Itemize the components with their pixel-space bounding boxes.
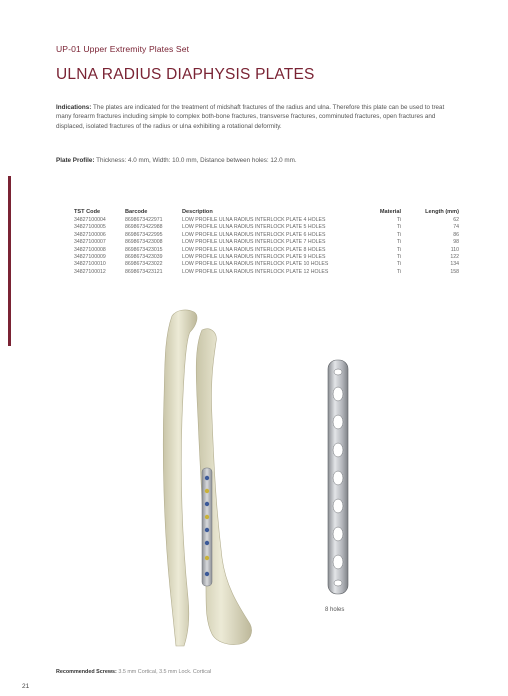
indications-text: The plates are indicated for the treatment of midshaft fractures of the radius and ulna. Therefore this plate can be used to treat many forearm fractures including simple to complex both-bone fractures, transverse fractures, comminuted fractures, open fractures and displaced, isolated fractures of the radius or ulna exhibiting a rotational deformity. <box>56 104 445 130</box>
indications-label: Indications: <box>56 104 92 111</box>
table-cell: 34827100007 <box>74 239 106 246</box>
sidebar-accent-bar <box>8 176 11 346</box>
table-cell: 8698673422988 <box>125 224 163 231</box>
ulna-bone <box>163 310 197 646</box>
table-cell: 8698673423039 <box>125 254 163 261</box>
table-cell: 8698673422995 <box>125 231 163 238</box>
table-cell: 34827100006 <box>74 231 106 238</box>
screws-text: 3.5 mm Cortical, 3.5 mm Lock. Cortical <box>118 669 212 675</box>
table-cell: LOW PROFILE ULNA RADIUS INTERLOCK PLATE 12 HOLES <box>182 268 329 275</box>
table-cell: Ti <box>396 231 401 238</box>
table-cell: LOW PROFILE ULNA RADIUS INTERLOCK PLATE 4 HOLES <box>182 217 326 223</box>
page-number: 21 <box>22 683 30 690</box>
table-cell: 34827100009 <box>74 254 106 261</box>
table-cell: 74 <box>453 224 459 231</box>
table-cell: Ti <box>396 217 401 223</box>
indications-paragraph <box>56 103 456 131</box>
forearm-bones-illustration <box>150 308 260 650</box>
table-cell: Ti <box>396 261 401 268</box>
table-cell: 8698673423022 <box>125 261 163 268</box>
table-cell: 122 <box>450 254 459 261</box>
table-cell: 86 <box>453 231 459 238</box>
table-row <box>74 239 459 246</box>
table-cell: LOW PROFILE ULNA RADIUS INTERLOCK PLATE 8 HOLES <box>182 246 326 253</box>
page-title: ULNA RADIUS DIAPHYSIS PLATES <box>56 66 315 83</box>
table-cell: 158 <box>450 268 459 275</box>
table-row <box>74 217 459 224</box>
plate-8-holes-illustration <box>318 358 358 596</box>
table-row <box>74 247 459 254</box>
table-cell: 98 <box>453 239 459 246</box>
table-row <box>74 254 459 261</box>
table-cell: 34827100012 <box>74 268 106 275</box>
table-cell: LOW PROFILE ULNA RADIUS INTERLOCK PLATE 9 HOLES <box>182 254 326 261</box>
table-cell: 110 <box>450 246 459 253</box>
table-cell: Ti <box>396 239 401 246</box>
table-row <box>74 269 459 276</box>
table-cell: 34827100005 <box>74 224 106 231</box>
table-row <box>74 224 459 231</box>
column-header: TST Code <box>74 209 101 215</box>
table-cell: Ti <box>396 246 401 253</box>
product-table <box>74 209 459 276</box>
table-cell: 62 <box>453 217 459 223</box>
implanted-plate <box>202 468 212 586</box>
table-cell: LOW PROFILE ULNA RADIUS INTERLOCK PLATE 5 HOLES <box>182 224 326 231</box>
column-header: Material <box>379 209 401 215</box>
table-body <box>74 217 459 276</box>
column-header: Barcode <box>125 209 148 215</box>
table-cell: 8698673423008 <box>125 239 163 246</box>
set-title: UP-01 Upper Extremity Plates Set <box>56 44 190 54</box>
table-cell: LOW PROFILE ULNA RADIUS INTERLOCK PLATE 7 HOLES <box>182 239 326 246</box>
table-cell: Ti <box>396 268 401 275</box>
screws-label: Recommended Screws: <box>56 669 117 675</box>
table-cell: 8698673422971 <box>125 217 163 223</box>
plate-profile-label: Plate Profile: <box>56 157 95 164</box>
column-header: Length (mm) <box>425 209 459 215</box>
table-row <box>74 232 459 239</box>
figure-caption: 8 holes <box>325 607 345 613</box>
table-row <box>74 261 459 268</box>
table-cell: 8698673423121 <box>125 268 163 275</box>
plate-profile-text: Thickness: 4.0 mm, Width: 10.0 mm, Distance between holes: 12.0 mm. <box>96 157 297 164</box>
table-cell: Ti <box>396 224 401 231</box>
table-cell: LOW PROFILE ULNA RADIUS INTERLOCK PLATE 10 HOLES <box>182 261 329 268</box>
recommended-screws <box>56 669 211 675</box>
table-cell: Ti <box>396 254 401 261</box>
table-cell: 134 <box>450 261 459 268</box>
table-cell: 8698673423015 <box>125 246 163 253</box>
plate-profile <box>56 157 297 164</box>
table-cell: 34827100004 <box>74 217 106 223</box>
table-cell: 34827100008 <box>74 246 106 253</box>
column-header: Description <box>182 209 213 215</box>
table-cell: 34827100010 <box>74 261 106 268</box>
table-header-row <box>74 209 459 217</box>
table-cell: LOW PROFILE ULNA RADIUS INTERLOCK PLATE 6 HOLES <box>182 231 326 238</box>
